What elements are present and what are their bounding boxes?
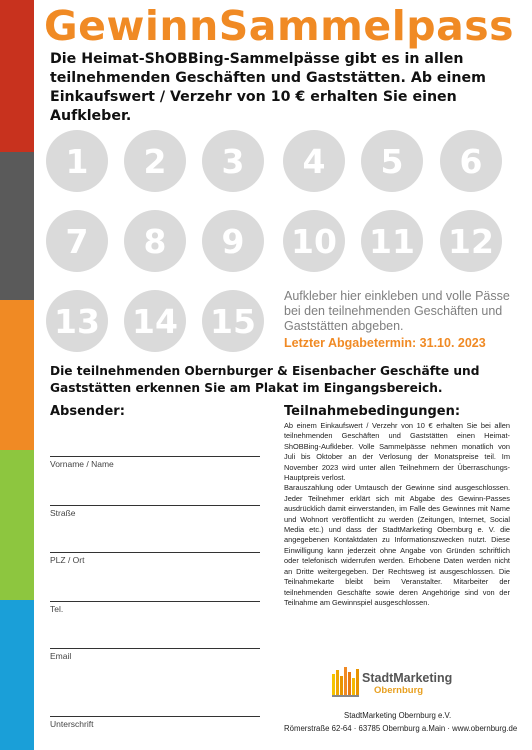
logo-name: StadtMarketing [362, 671, 453, 685]
stamp-number: 1 [65, 141, 89, 181]
street-field[interactable] [50, 505, 260, 518]
stamp-circle[interactable] [202, 130, 264, 192]
email-field[interactable] [50, 648, 260, 661]
stamp-circle[interactable] [440, 210, 502, 272]
conditions-heading: Teilnahmebedingungen: [284, 404, 461, 419]
stamp-number: 2 [143, 141, 167, 181]
stamp-number: 15 [210, 301, 256, 341]
signature-field[interactable] [50, 716, 260, 729]
stamp-number: 10 [291, 221, 337, 261]
stamp-circle[interactable] [124, 210, 186, 272]
footer-org: StadtMarketing Obernburg e.V. [344, 711, 452, 720]
stamp-circle[interactable] [46, 130, 108, 192]
field-label: PLZ / Ort [50, 555, 85, 565]
stamp-circle[interactable] [124, 130, 186, 192]
deadline-text: Letzter Abgabetermin: 31.10. 2023 [284, 336, 486, 350]
stamp-circle[interactable] [202, 210, 264, 272]
phone-field[interactable] [50, 601, 260, 614]
stripe-red [0, 0, 34, 152]
stamp-circle[interactable] [361, 130, 423, 192]
conditions-paragraph: Ab einem Einkaufswert / Verzehr von 10 € erhalten Sie bei allen teilnehmenden Geschäften und Gaststätten einen Heimat-ShOBBing-Aufkleber. Volle Sammelpässe nehmen monatlich von Juli bis Oktober an der Verlosung der Monatspreise teil. Im November 2023 wird unter allen Teilnehmern der Überraschungs-Hauptpreis verlost. [284, 421, 510, 483]
logo-bars-icon [332, 664, 360, 698]
stamp-number: 3 [221, 141, 245, 181]
stripe-gray [0, 152, 34, 300]
stamp-circle[interactable] [46, 290, 108, 352]
stamp-circle[interactable] [124, 290, 186, 352]
stamp-number: 11 [369, 221, 415, 261]
field-label: Tel. [50, 604, 64, 614]
stamp-number: 5 [380, 141, 404, 181]
stamp-circle[interactable] [283, 210, 345, 272]
stamp-circle[interactable] [46, 210, 108, 272]
stamp-number: 4 [302, 141, 326, 181]
field-label: Straße [50, 508, 76, 518]
stamp-circle[interactable] [202, 290, 264, 352]
stamp-number: 13 [54, 301, 100, 341]
stamp-number: 14 [132, 301, 178, 341]
stamp-number: 12 [448, 221, 494, 261]
field-label: Vorname / Name [50, 459, 114, 469]
stamp-circle[interactable] [440, 130, 502, 192]
stamp-circle[interactable] [361, 210, 423, 272]
footer-address: Römerstraße 62-64 · 63785 Obernburg a.Main · www.obernburg.de [284, 724, 518, 733]
stripe-green [0, 450, 34, 600]
sender-heading: Absender: [50, 404, 125, 419]
name-field[interactable] [50, 456, 260, 469]
stadtmarketing-logo [332, 664, 482, 700]
stamp-number: 7 [65, 221, 89, 261]
field-label: Unterschrift [50, 719, 94, 729]
logo-subtitle: Obernburg [374, 685, 424, 696]
stripe-orange [0, 300, 34, 450]
stamp-number: 8 [143, 221, 167, 261]
field-label: Email [50, 651, 72, 661]
participants-note: Die teilnehmenden Obernburger & Eisenbacher Geschäfte und Gaststätten erkennen Sie am Plakat im Eingangsbereich. [50, 364, 480, 395]
conditions-text [284, 421, 510, 608]
intro-text: Die Heimat-ShOBBing-Sammelpässe gibt es in allen teilnehmenden Geschäften und Gaststätten. Ab einem Einkaufswert / Verzehr von 10 € erhalten Sie einen Aufkleber. [50, 51, 486, 124]
page-title: GewinnSammelpass [44, 2, 515, 50]
stamp-number: 6 [459, 141, 483, 181]
stamp-circle[interactable] [283, 130, 345, 192]
stamp-number: 9 [221, 221, 245, 261]
stripe-blue [0, 600, 34, 750]
sticker-instructions: Aufkleber hier einkleben und volle Pässe bei den teilnehmenden Geschäften und Gaststätten abgeben. [284, 289, 510, 333]
zip-city-field[interactable] [50, 552, 260, 565]
conditions-paragraph: Barauszahlung oder Umtausch der Gewinne sind ausgeschlossen. Jeder Teilnehmer erklärt sich mit Abgabe des Gewinn-Passes ausdrücklich damit einverstanden, im Falle des Gewinnes mit Name und Wohnort veröffentlicht zu werden (Zeitungen, Internet, Social Media etc.) und dass der StadtMarketing Obernburg e. V. die angegebenen Kontaktdaten zu Informationszwecken nutzt. Diese Einwilligung kann jederzeit ohne Angabe von Gründen schriftlich oder telefonisch widerrufen werden. Erhobene Daten werden nicht an Dritte weitergegeben. Der Rechtsweg ist ausgeschlossen. Die Teilnahmekarte bleibt beim Veranstalter. Mitarbeiter der teilnehmenden Geschäfte sowie deren Angehörige sind von der Teilnahme am Gewinnspiel ausgeschlossen. [284, 483, 510, 607]
